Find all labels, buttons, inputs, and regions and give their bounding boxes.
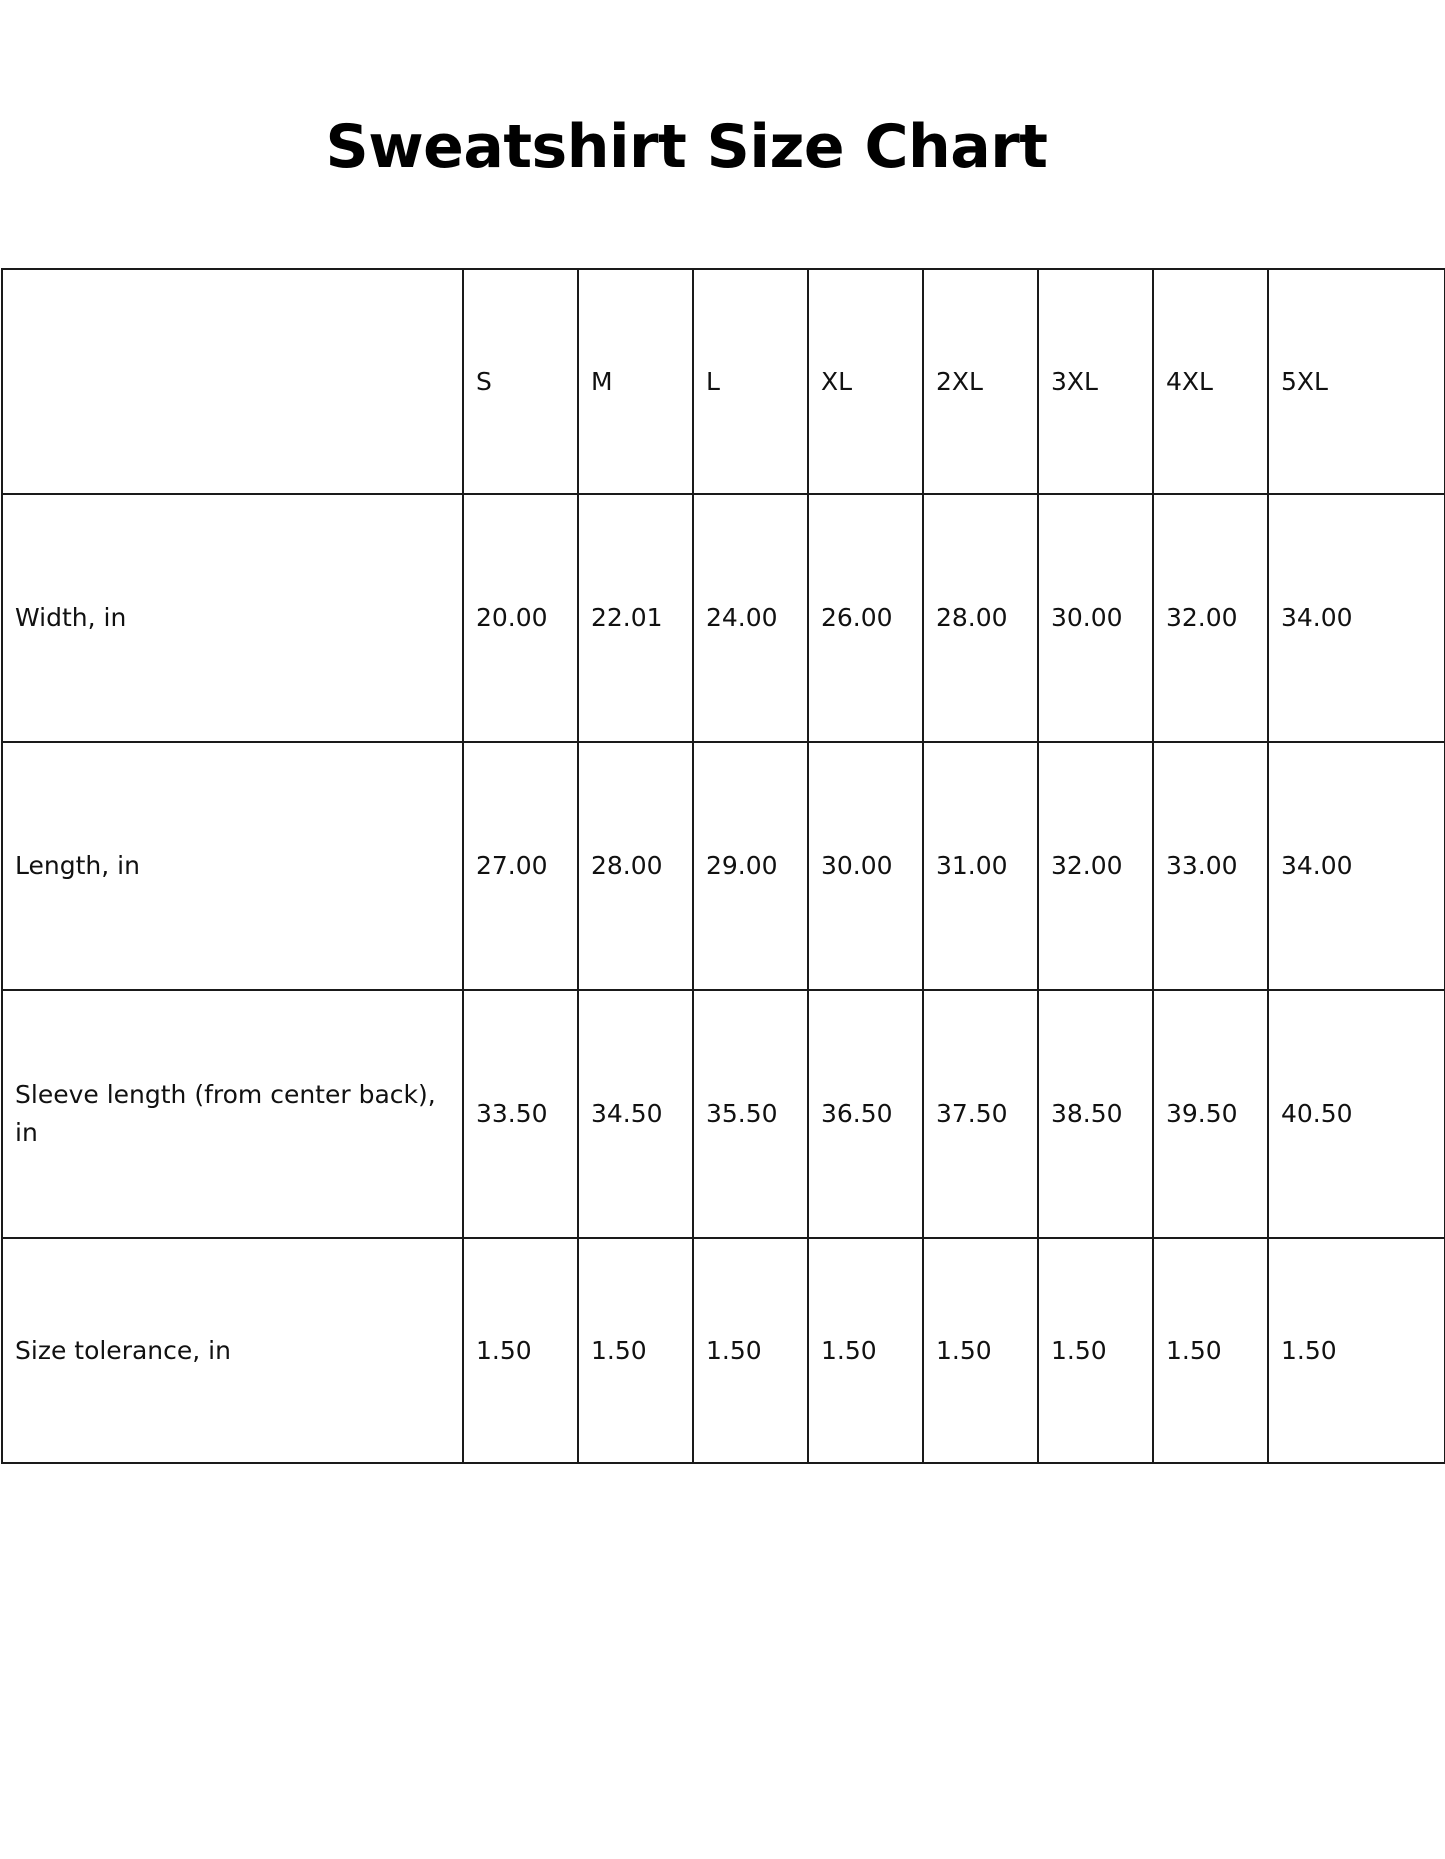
table-row-width [2, 494, 1445, 742]
table-cell: 32.00 [1153, 494, 1268, 742]
size-header-4xl: 4XL [1153, 269, 1268, 494]
table-cell: 27.00 [463, 742, 578, 990]
table-cell: 1.50 [463, 1238, 578, 1463]
table-cell: 40.50 [1268, 990, 1445, 1238]
table-cell: 38.50 [1038, 990, 1153, 1238]
table-cell: 33.50 [463, 990, 578, 1238]
table-cell: 28.00 [578, 742, 693, 990]
table-cell: 1.50 [808, 1238, 923, 1463]
table-cell: 22.01 [578, 494, 693, 742]
corner-cell [2, 269, 463, 494]
table-cell: 1.50 [1268, 1238, 1445, 1463]
table-row-length [2, 742, 1445, 990]
table-row-size-tolerance [2, 1238, 1445, 1463]
row-label: Width, in [2, 494, 463, 742]
table-cell: 29.00 [693, 742, 808, 990]
row-label: Length, in [2, 742, 463, 990]
table-cell: 1.50 [1153, 1238, 1268, 1463]
size-header-xl: XL [808, 269, 923, 494]
table-cell: 1.50 [693, 1238, 808, 1463]
table-cell: 35.50 [693, 990, 808, 1238]
table-cell: 34.00 [1268, 494, 1445, 742]
table-cell: 1.50 [578, 1238, 693, 1463]
size-header-2xl: 2XL [923, 269, 1038, 494]
size-header-3xl: 3XL [1038, 269, 1153, 494]
table-cell: 39.50 [1153, 990, 1268, 1238]
table-cell: 24.00 [693, 494, 808, 742]
table-cell: 28.00 [923, 494, 1038, 742]
size-header-5xl: 5XL [1268, 269, 1445, 494]
table-cell: 32.00 [1038, 742, 1153, 990]
table-cell: 1.50 [1038, 1238, 1153, 1463]
table-cell: 34.50 [578, 990, 693, 1238]
page-title: Sweatshirt Size Chart [325, 112, 1048, 182]
table-cell: 31.00 [923, 742, 1038, 990]
table-cell: 33.00 [1153, 742, 1268, 990]
table-row-sleeve-length [2, 990, 1445, 1238]
table-cell: 37.50 [923, 990, 1038, 1238]
table-cell: 30.00 [1038, 494, 1153, 742]
table-cell: 26.00 [808, 494, 923, 742]
table-cell: 36.50 [808, 990, 923, 1238]
row-label: Size tolerance, in [2, 1238, 463, 1463]
table-cell: 30.00 [808, 742, 923, 990]
size-header-l: L [693, 269, 808, 494]
size-header-s: S [463, 269, 578, 494]
table-cell: 20.00 [463, 494, 578, 742]
table-cell: 34.00 [1268, 742, 1445, 990]
table-cell: 1.50 [923, 1238, 1038, 1463]
size-header-m: M [578, 269, 693, 494]
table-header-row [2, 269, 1445, 494]
size-chart-table [1, 268, 1445, 1464]
row-label: Sleeve length (from center back), in [2, 990, 463, 1238]
